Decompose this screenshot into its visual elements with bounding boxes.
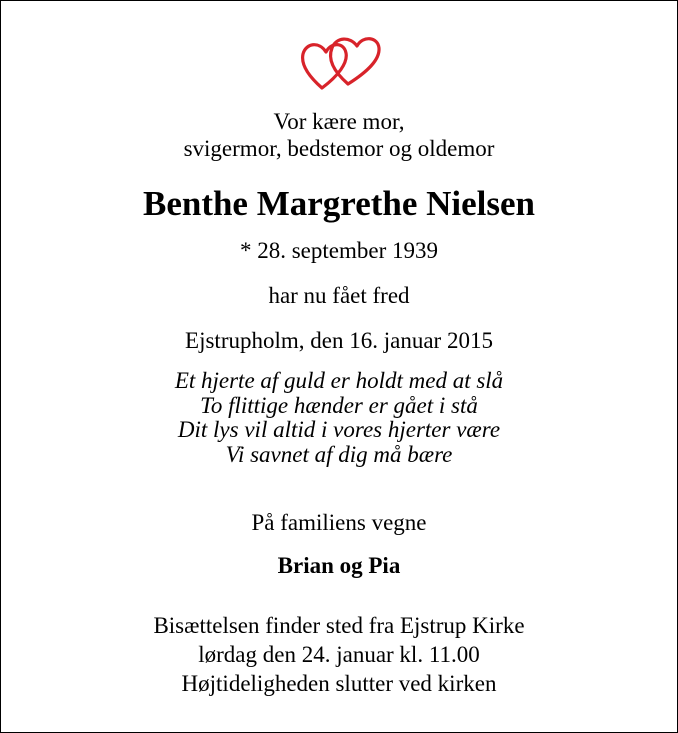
- intro-line: svigermor, bedstemor og oldemor: [183, 136, 495, 161]
- intro-text: [1, 108, 677, 162]
- funeral-line: lørdag den 24. januar kl. 11.00: [198, 642, 480, 667]
- poem-line: Vi savnet af dig må bære: [225, 441, 453, 467]
- on-behalf-text: På familiens vegne: [251, 510, 427, 535]
- poem-line: Et hjerte af guld er holdt med at slå: [174, 368, 504, 393]
- status-text: har nu fået fred: [268, 283, 410, 308]
- signers: Brian og Pia: [277, 553, 401, 578]
- poem: [1, 369, 677, 467]
- deceased-name: Benthe Margrethe Nielsen: [142, 184, 536, 223]
- birth-date: * 28. september 1939: [239, 238, 438, 263]
- poem-line: To flittige hænder er gået i stå: [200, 392, 478, 418]
- intro-line: Vor kære mor,: [273, 109, 405, 134]
- double-heart-icon: [300, 32, 382, 92]
- funeral-line: Bisættelsen finder sted fra Ejstrup Kirke: [153, 613, 525, 638]
- funeral-info: [1, 611, 677, 698]
- place-date: Ejstrupholm, den 16. januar 2015: [185, 328, 493, 353]
- funeral-line: Højtideligheden slutter ved kirken: [181, 671, 497, 696]
- poem-line: Dit lys vil altid i vores hjerter være: [177, 417, 501, 442]
